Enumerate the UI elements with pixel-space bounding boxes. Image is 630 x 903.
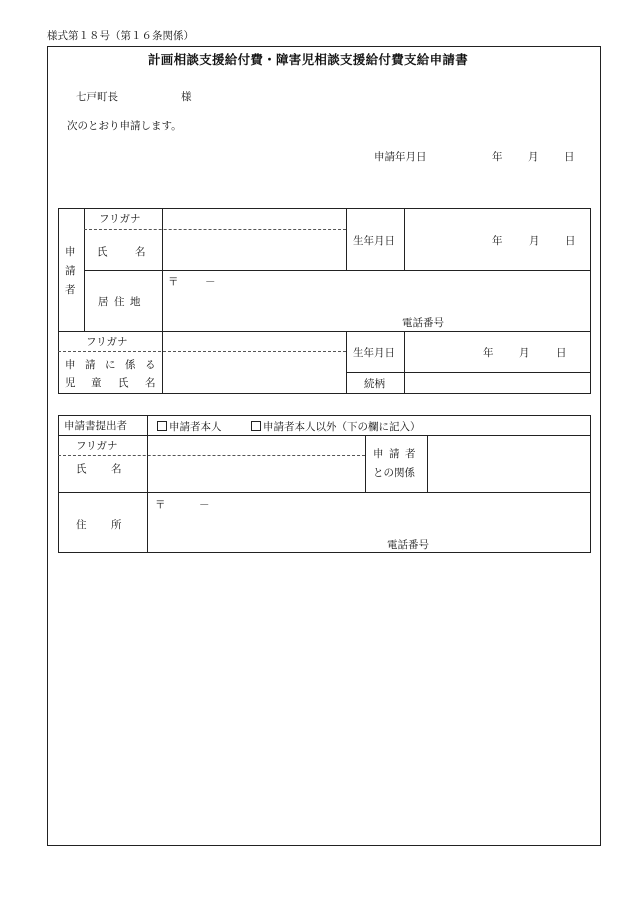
checkbox-icon[interactable] [251,421,261,431]
addressee-name: 七戸町長 [76,91,118,103]
child-label-line2-4: 名 [145,377,156,389]
applicant-side-label-3: 者 [65,284,76,296]
submitter-option-self[interactable] [157,421,222,433]
child-relation-label: 続柄 [364,378,385,390]
submitter-phone-label: 電話番号 [387,539,429,551]
child-label-line1-5: る [145,359,156,371]
child-label-line2-1: 児 [65,377,76,389]
applicant-address-label-2: 住 [114,296,125,308]
submitter-name-label-1: 氏 [76,463,87,475]
applicant-side-label-1: 申 [65,246,76,258]
applicant-furigana-field[interactable] [164,210,344,227]
child-name-field[interactable] [164,354,344,392]
submitter-postal-dash: － [199,499,210,511]
date-day: 日 [564,151,575,163]
applicant-postal-dash: － [205,276,216,288]
applicant-name-label-2: 名 [135,246,146,258]
applicant-birth-month: 月 [529,235,540,247]
submitter-relation-label-3: 者 [405,448,416,460]
submitter-name-label-2: 名 [111,463,122,475]
submitter-label: 申請書提出者 [64,420,127,432]
child-furigana-label: フリガナ [86,336,128,348]
child-label-line1-2: 請 [85,359,96,371]
applicant-side-label-2: 請 [65,265,76,277]
submitter-relation-label-2: 請 [389,448,400,460]
applicant-furigana-label: フリガナ [99,213,141,225]
child-label-line1-4: 係 [125,359,136,371]
applicant-birth-year: 年 [492,235,503,247]
child-furigana-field[interactable] [164,333,344,349]
submitter-option-other-label: 申請者本人以外（下の欄に記入） [263,421,421,433]
child-birth-month: 月 [519,347,530,359]
addressee-honorific: 様 [181,91,192,103]
applicant-name-field[interactable] [164,232,344,268]
form-title: 計画相談支援給付費・障害児相談支援給付費支給申請書 [148,52,469,67]
form-number: 様式第１８号（第１６条関係） [47,30,194,42]
child-birth-year: 年 [483,347,494,359]
child-birth-label: 生年月日 [353,347,395,359]
date-year: 年 [492,151,503,163]
applicant-address-label-1: 居 [98,296,109,308]
checkbox-icon[interactable] [157,421,167,431]
submitter-address-label-2: 所 [111,519,122,531]
applicant-address-label-3: 地 [130,296,141,308]
applicant-birth-label: 生年月日 [353,235,395,247]
submitter-relation-field[interactable] [429,437,589,490]
child-birth-day: 日 [556,347,567,359]
submitter-name-field[interactable] [149,458,363,490]
submitter-option-self-label: 申請者本人 [169,421,222,433]
submitter-relation-label-1: 申 [373,448,384,460]
intro-text: 次のとおり申請します。 [67,120,182,132]
date-label: 申請年月日 [374,151,427,163]
child-label-line2-2: 童 [91,377,102,389]
submitter-relation-label-4: との関係 [373,467,415,479]
submitter-furigana-field[interactable] [149,437,363,453]
applicant-postal-mark: 〒 [168,276,179,288]
submitter-address-label-1: 住 [76,519,87,531]
child-label-line1-3: に [105,359,116,371]
submitter-postal-mark: 〒 [155,499,166,511]
submitter-option-other[interactable] [251,421,421,433]
child-label-line2-3: 氏 [118,377,129,389]
date-month: 月 [528,151,539,163]
child-label-line1-1: 申 [65,359,76,371]
applicant-name-label-1: 氏 [97,246,108,258]
applicant-phone-label: 電話番号 [402,317,444,329]
applicant-birth-day: 日 [565,235,576,247]
submitter-furigana-label: フリガナ [76,440,118,452]
